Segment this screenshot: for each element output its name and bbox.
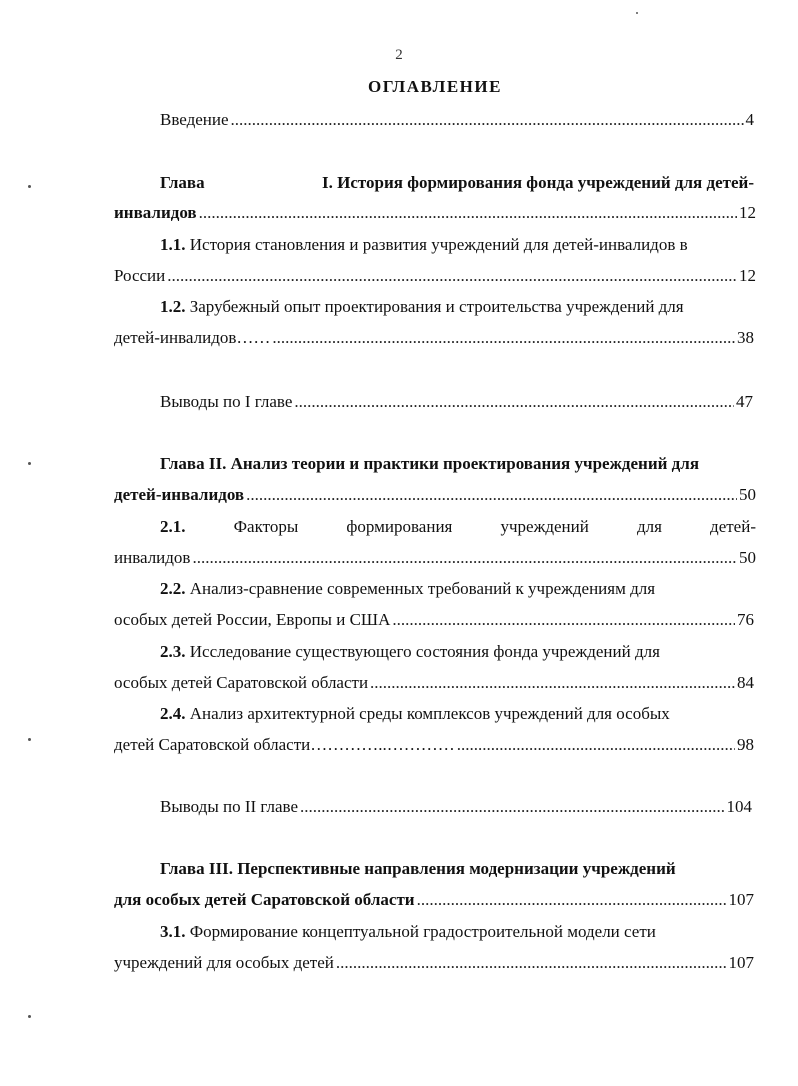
toc-page: 84 <box>737 673 754 692</box>
toc-label: Исследование существующего состояния фонда учреждений для <box>189 642 660 661</box>
toc-leader <box>192 547 737 569</box>
toc-label: Введение <box>160 110 229 129</box>
toc-number: 2.4. <box>160 704 186 723</box>
toc-label: детей Саратовской области…………..………… <box>114 735 455 754</box>
toc-label: Глава II. Анализ теории и практики проектирования учреждений для <box>160 454 700 473</box>
toc-label: для <box>636 517 662 536</box>
toc-chapter3-title[interactable] <box>160 858 756 880</box>
toc-label: Анализ-сравнение современных требований к учреждениям для <box>189 579 656 598</box>
toc-page: 38 <box>737 328 754 347</box>
toc-number: 2.2. <box>160 579 186 598</box>
toc-number: 1.2. <box>160 297 186 316</box>
toc-leader <box>457 734 735 756</box>
toc-section-1-1[interactable] <box>160 234 756 256</box>
toc-leader <box>199 202 737 224</box>
toc-label: Выводы по I главе <box>160 392 293 411</box>
toc-label: детей-инвалидов…… <box>114 328 271 347</box>
scan-speck <box>28 185 31 188</box>
toc-page: 12 <box>739 266 756 285</box>
toc-leader <box>392 609 735 631</box>
toc-conclusion-1[interactable] <box>160 391 753 413</box>
page-title: ОГЛАВЛЕНИЕ <box>368 77 502 96</box>
toc-number: 2.1. <box>160 517 186 536</box>
toc-section-1-2-cont[interactable] <box>114 327 754 349</box>
toc-label: учреждений <box>500 517 589 536</box>
toc-label: формирования <box>346 517 453 536</box>
toc-leader <box>167 265 737 287</box>
toc-leader <box>300 796 724 818</box>
toc-label: Глава III. Перспективные направления модернизации учреждений <box>160 859 676 878</box>
toc-number: 3.1. <box>160 922 186 941</box>
toc-page: 50 <box>739 548 756 567</box>
toc-label: инвалидов <box>114 548 191 567</box>
toc-label: для особых детей Саратовской области <box>114 890 415 909</box>
scan-speck <box>28 738 31 741</box>
toc-label: Глава <box>160 173 205 192</box>
toc-page: 76 <box>737 610 754 629</box>
toc-chapter2-cont[interactable] <box>114 484 756 506</box>
toc-number: 2.3. <box>160 642 186 661</box>
toc-label: особых детей Саратовской области <box>114 673 369 692</box>
toc-section-2-4-cont[interactable] <box>114 734 754 756</box>
toc-section-2-1[interactable] <box>160 516 756 538</box>
toc-page: 107 <box>728 890 754 909</box>
toc-section-2-1-cont[interactable] <box>114 547 756 569</box>
toc-label: Выводы по II главе <box>160 797 299 816</box>
toc-chapter3-cont[interactable] <box>114 889 754 911</box>
toc-leader <box>246 484 737 506</box>
toc-label: I. История формирования фонда учреждений для детей- <box>322 173 754 192</box>
page-number: 2 <box>395 47 403 63</box>
toc-label: детей-инвалидов <box>114 485 245 504</box>
toc-conclusion-2[interactable] <box>160 796 752 818</box>
toc-chapter2-title[interactable] <box>160 453 756 475</box>
toc-page: 104 <box>726 797 752 816</box>
toc-chapter1-cont[interactable] <box>114 202 756 224</box>
toc-section-2-2[interactable] <box>160 578 756 600</box>
toc-leader <box>336 952 727 974</box>
toc-section-1-2[interactable] <box>160 296 756 318</box>
toc-label: особых детей России, Европы и США <box>114 610 391 629</box>
toc-number: 1.1. <box>160 235 186 254</box>
toc-label: Формирование концептуальной градостроительной модели сети <box>189 922 656 941</box>
toc-section-2-2-cont[interactable] <box>114 609 754 631</box>
scan-speck <box>28 1015 31 1018</box>
toc-label: детей- <box>710 517 756 536</box>
toc-leader <box>294 391 734 413</box>
toc-label: Зарубежный опыт проектирования и строительства учреждений для <box>189 297 684 316</box>
toc-page: 50 <box>739 485 756 504</box>
toc-section-2-3-cont[interactable] <box>114 672 754 694</box>
toc-page: 47 <box>736 392 753 411</box>
toc-page: 98 <box>737 735 754 754</box>
toc-label: Анализ архитектурной среды комплексов учреждений для особых <box>189 704 670 723</box>
toc-page: 12 <box>739 203 756 222</box>
toc-leader <box>231 109 744 131</box>
toc-label: России <box>114 266 166 285</box>
toc-label: учреждений для особых детей <box>114 953 334 972</box>
scan-speck <box>636 12 638 14</box>
toc-leader <box>370 672 735 694</box>
toc-leader <box>417 889 727 911</box>
toc-chapter1-title[interactable] <box>160 172 754 194</box>
toc-section-3-1-cont[interactable] <box>114 952 754 974</box>
toc-section-1-1-cont[interactable] <box>114 265 756 287</box>
toc-section-3-1[interactable] <box>160 921 756 943</box>
toc-label: Факторы <box>233 517 299 536</box>
scan-speck <box>28 462 31 465</box>
toc-page: 107 <box>728 953 754 972</box>
toc-leader <box>272 327 735 349</box>
toc-page: 4 <box>745 110 754 129</box>
toc-section-2-4[interactable] <box>160 703 756 725</box>
toc-entry-intro[interactable] <box>160 109 754 131</box>
toc-label: История становления и развития учреждений для детей-инвалидов в <box>189 235 688 254</box>
toc-label: инвалидов <box>114 203 197 222</box>
toc-section-2-3[interactable] <box>160 641 756 663</box>
